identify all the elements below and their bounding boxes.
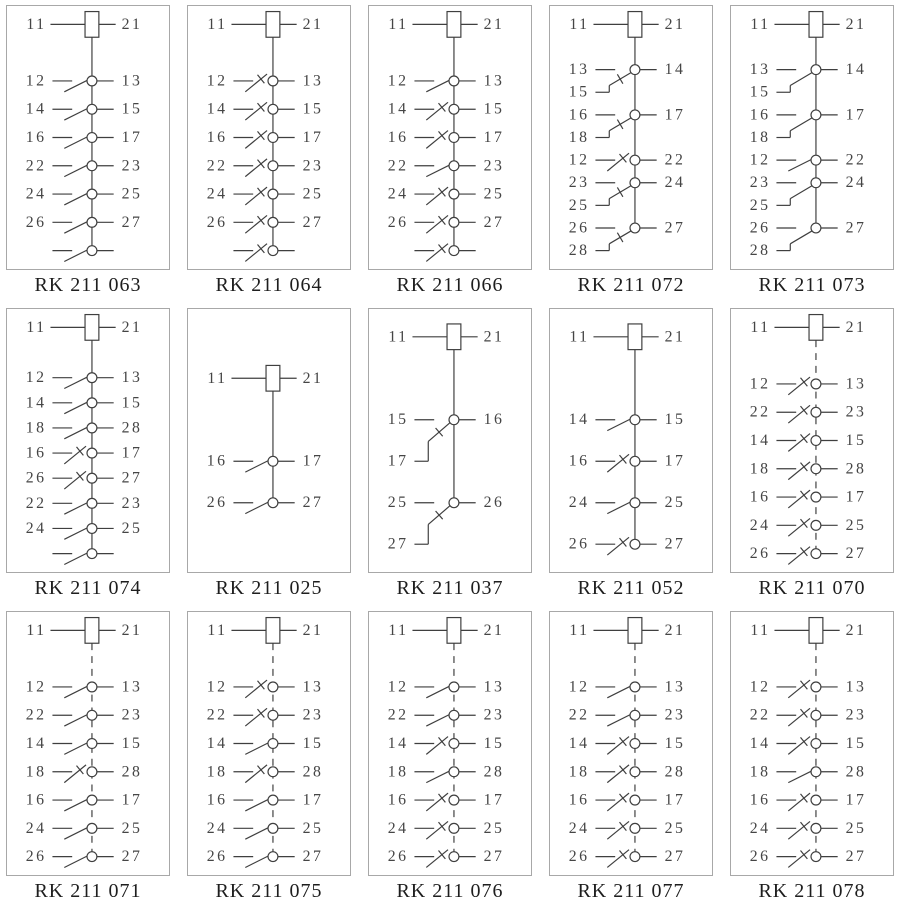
terminal-number: 12 xyxy=(387,678,409,696)
schematic-box xyxy=(6,5,170,270)
terminal-number: 14 xyxy=(206,735,228,752)
terminal-number: 22 xyxy=(25,706,47,724)
relay-schematic xyxy=(369,612,531,875)
terminal-number: 12 xyxy=(749,678,771,696)
terminal-number: 13 xyxy=(845,375,867,393)
terminal-number: 26 xyxy=(206,494,228,512)
terminal-number: 15 xyxy=(121,735,143,752)
coil-symbol xyxy=(447,12,461,38)
terminal-number: 15 xyxy=(302,100,324,118)
terminal-number: 11 xyxy=(750,318,771,336)
terminal-number: 13 xyxy=(121,72,143,90)
terminal-number: 24 xyxy=(568,819,590,837)
terminal-number: 22 xyxy=(387,157,409,175)
terminal-number: 16 xyxy=(483,411,505,429)
terminal-number: 23 xyxy=(302,706,324,724)
terminal-number: 28 xyxy=(749,242,771,260)
terminal-number: 13 xyxy=(302,72,324,90)
terminal-number: 11 xyxy=(569,328,590,346)
relay-diagram-cell xyxy=(730,5,894,297)
terminal-number: 18 xyxy=(749,129,771,147)
terminal-number: 18 xyxy=(568,129,590,147)
terminal-number: 24 xyxy=(749,819,771,837)
terminal-number: 18 xyxy=(749,763,771,781)
terminal-number: 26 xyxy=(387,848,409,866)
terminal-number: 21 xyxy=(302,15,324,33)
schematic-box xyxy=(6,611,170,876)
terminal-number: 11 xyxy=(569,15,590,33)
diagram-label: RK 211 070 xyxy=(758,577,866,599)
schematic-box xyxy=(730,611,894,876)
terminal-number: 27 xyxy=(845,545,867,563)
terminal-number: 27 xyxy=(664,535,686,553)
terminal-number: 15 xyxy=(749,83,771,101)
relay-diagram-cell xyxy=(6,308,170,600)
terminal-number: 13 xyxy=(483,678,505,696)
terminal-number: 17 xyxy=(483,129,505,147)
relay-schematic xyxy=(550,6,712,269)
relay-schematic xyxy=(188,309,350,572)
terminal-number: 13 xyxy=(749,61,771,79)
diagram-label: RK 211 077 xyxy=(577,880,685,902)
terminal-number: 21 xyxy=(664,621,686,639)
relay-diagram-cell xyxy=(187,5,351,297)
terminal-number: 17 xyxy=(387,452,409,470)
terminal-number: 27 xyxy=(387,535,409,553)
terminal-number: 21 xyxy=(664,15,686,33)
coil-symbol xyxy=(809,315,823,341)
schematic-box xyxy=(730,5,894,270)
terminal-number: 17 xyxy=(664,791,686,809)
schematic-box xyxy=(368,611,532,876)
relay-diagram-cell xyxy=(730,308,894,600)
terminal-number: 27 xyxy=(121,213,143,231)
terminal-number: 21 xyxy=(845,621,867,639)
relay-diagram-cell xyxy=(368,308,532,600)
terminal-number: 28 xyxy=(845,460,867,478)
coil-symbol xyxy=(628,12,642,38)
terminal-number: 16 xyxy=(387,791,409,809)
terminal-number: 25 xyxy=(121,519,143,537)
terminal-number: 14 xyxy=(387,100,409,118)
terminal-number: 21 xyxy=(845,318,867,336)
terminal-number: 16 xyxy=(25,444,47,462)
terminal-number: 26 xyxy=(749,848,771,866)
terminal-number: 25 xyxy=(845,819,867,837)
terminal-number: 14 xyxy=(387,735,409,752)
terminal-number: 21 xyxy=(483,328,505,346)
terminal-number: 23 xyxy=(121,157,143,175)
terminal-number: 16 xyxy=(206,452,228,470)
terminal-number: 24 xyxy=(664,174,686,192)
terminal-number: 17 xyxy=(121,129,143,147)
relay-schematic xyxy=(7,6,169,269)
terminal-number: 18 xyxy=(25,419,47,437)
terminal-number: 21 xyxy=(302,369,324,387)
relay-diagram-cell xyxy=(730,611,894,903)
diagram-label: RK 211 078 xyxy=(758,880,866,902)
terminal-number: 24 xyxy=(25,519,47,537)
terminal-number: 15 xyxy=(121,100,143,118)
terminal-number: 17 xyxy=(302,452,324,470)
terminal-number: 26 xyxy=(568,535,590,553)
terminal-number: 27 xyxy=(483,213,505,231)
terminal-number: 22 xyxy=(568,706,590,724)
terminal-number: 24 xyxy=(749,516,771,534)
terminal-number: 12 xyxy=(749,375,771,393)
terminal-number: 12 xyxy=(25,72,47,90)
terminal-number: 23 xyxy=(121,706,143,724)
terminal-number: 25 xyxy=(664,819,686,837)
diagram-label: RK 211 063 xyxy=(34,274,142,296)
terminal-number: 22 xyxy=(664,151,686,169)
terminal-number: 15 xyxy=(845,432,867,449)
terminal-number: 18 xyxy=(568,763,590,781)
terminal-number: 26 xyxy=(206,848,228,866)
terminal-number: 28 xyxy=(483,763,505,781)
coil-symbol xyxy=(85,12,99,38)
terminal-number: 13 xyxy=(845,678,867,696)
relay-diagram-cell xyxy=(368,611,532,903)
terminal-number: 12 xyxy=(749,151,771,169)
terminal-number: 23 xyxy=(483,706,505,724)
terminal-number: 18 xyxy=(387,763,409,781)
terminal-number: 25 xyxy=(387,494,409,512)
terminal-number: 25 xyxy=(302,185,324,203)
schematic-box xyxy=(549,308,713,573)
terminal-number: 27 xyxy=(664,848,686,866)
coil-symbol xyxy=(447,324,461,350)
terminal-number: 26 xyxy=(749,219,771,237)
terminal-number: 21 xyxy=(302,621,324,639)
terminal-number: 26 xyxy=(568,848,590,866)
terminal-number: 14 xyxy=(664,61,686,79)
terminal-number: 24 xyxy=(387,185,409,203)
terminal-number: 26 xyxy=(483,494,505,512)
terminal-number: 28 xyxy=(664,763,686,781)
terminal-number: 24 xyxy=(206,185,228,203)
terminal-number: 23 xyxy=(845,403,867,421)
schematic-box xyxy=(368,5,532,270)
terminal-number: 23 xyxy=(749,174,771,192)
diagram-label: RK 211 066 xyxy=(396,274,504,296)
terminal-number: 16 xyxy=(749,791,771,809)
terminal-number: 14 xyxy=(568,735,590,752)
schematic-box xyxy=(368,308,532,573)
terminal-number: 24 xyxy=(845,174,867,192)
diagram-label: RK 211 064 xyxy=(215,274,323,296)
terminal-number: 17 xyxy=(845,488,867,506)
coil-symbol xyxy=(266,365,280,391)
terminal-number: 12 xyxy=(568,151,590,169)
terminal-number: 25 xyxy=(302,819,324,837)
terminal-number: 26 xyxy=(568,219,590,237)
terminal-number: 27 xyxy=(845,848,867,866)
diagram-label: RK 211 075 xyxy=(215,880,323,902)
terminal-number: 28 xyxy=(121,763,143,781)
relay-schematic xyxy=(369,309,531,572)
terminal-number: 27 xyxy=(121,469,143,487)
terminal-number: 22 xyxy=(206,706,228,724)
terminal-number: 15 xyxy=(483,735,505,752)
terminal-number: 16 xyxy=(749,106,771,124)
coil-symbol xyxy=(85,315,99,341)
terminal-number: 27 xyxy=(302,213,324,231)
relay-diagram-cell xyxy=(368,5,532,297)
schematic-box xyxy=(6,308,170,573)
diagram-label: RK 211 071 xyxy=(34,880,142,902)
terminal-number: 24 xyxy=(568,494,590,512)
terminal-number: 15 xyxy=(387,411,409,429)
terminal-number: 16 xyxy=(568,106,590,124)
terminal-number: 25 xyxy=(845,516,867,534)
terminal-number: 14 xyxy=(25,735,47,752)
terminal-number: 27 xyxy=(121,848,143,866)
schematic-box xyxy=(730,308,894,573)
relay-diagram-cell xyxy=(187,308,351,600)
terminal-number: 14 xyxy=(845,61,867,79)
coil-symbol xyxy=(628,324,642,350)
terminal-number: 28 xyxy=(845,763,867,781)
terminal-number: 15 xyxy=(302,735,324,752)
terminal-number: 21 xyxy=(121,15,143,33)
terminal-number: 17 xyxy=(664,452,686,470)
terminal-number: 14 xyxy=(25,394,47,412)
coil-symbol xyxy=(266,12,280,38)
terminal-number: 17 xyxy=(302,791,324,809)
terminal-number: 21 xyxy=(664,328,686,346)
terminal-number: 23 xyxy=(302,157,324,175)
terminal-number: 21 xyxy=(845,15,867,33)
terminal-number: 16 xyxy=(387,129,409,147)
terminal-number: 27 xyxy=(302,848,324,866)
schematic-box xyxy=(549,611,713,876)
relay-schematic xyxy=(731,612,893,875)
diagram-label: RK 211 037 xyxy=(396,577,504,599)
terminal-number: 13 xyxy=(302,678,324,696)
relay-diagram-cell xyxy=(549,308,713,600)
terminal-number: 12 xyxy=(568,678,590,696)
relay-schematic xyxy=(731,6,893,269)
terminal-number: 12 xyxy=(206,72,228,90)
terminal-number: 15 xyxy=(483,100,505,118)
terminal-number: 28 xyxy=(121,419,143,437)
terminal-number: 15 xyxy=(664,411,686,429)
terminal-number: 21 xyxy=(483,621,505,639)
relay-schematic xyxy=(369,6,531,269)
terminal-number: 18 xyxy=(749,460,771,478)
terminal-number: 23 xyxy=(121,494,143,512)
terminal-number: 17 xyxy=(302,129,324,147)
terminal-number: 18 xyxy=(206,763,228,781)
terminal-number: 17 xyxy=(845,791,867,809)
terminal-number: 15 xyxy=(664,735,686,752)
terminal-number: 14 xyxy=(749,735,771,752)
terminal-number: 25 xyxy=(483,185,505,203)
terminal-number: 23 xyxy=(664,706,686,724)
terminal-number: 23 xyxy=(568,174,590,192)
terminal-number: 26 xyxy=(749,545,771,563)
relay-diagram-cell xyxy=(6,611,170,903)
schematic-box xyxy=(549,5,713,270)
terminal-number: 28 xyxy=(302,763,324,781)
terminal-number: 11 xyxy=(388,328,409,346)
terminal-number: 15 xyxy=(845,735,867,752)
diagram-label: RK 211 073 xyxy=(758,274,866,296)
terminal-number: 16 xyxy=(25,129,47,147)
terminal-number: 16 xyxy=(568,791,590,809)
coil-symbol xyxy=(447,618,461,644)
terminal-number: 25 xyxy=(483,819,505,837)
terminal-number: 27 xyxy=(483,848,505,866)
schematic-box xyxy=(187,308,351,573)
terminal-number: 27 xyxy=(302,494,324,512)
terminal-number: 25 xyxy=(121,819,143,837)
terminal-number: 23 xyxy=(483,157,505,175)
relay-schematic xyxy=(731,309,893,572)
terminal-number: 16 xyxy=(206,791,228,809)
relay-schematic xyxy=(550,309,712,572)
terminal-number: 13 xyxy=(483,72,505,90)
terminal-number: 13 xyxy=(121,678,143,696)
relay-schematic xyxy=(188,6,350,269)
diagram-label: RK 211 025 xyxy=(215,577,323,599)
terminal-number: 14 xyxy=(749,432,771,449)
terminal-number: 14 xyxy=(25,100,47,118)
terminal-number: 21 xyxy=(121,318,143,336)
relay-diagram-cell xyxy=(6,5,170,297)
terminal-number: 17 xyxy=(845,106,867,124)
relay-schematic xyxy=(7,612,169,875)
terminal-number: 27 xyxy=(664,219,686,237)
coil-symbol xyxy=(809,12,823,38)
terminal-number: 24 xyxy=(25,819,47,837)
terminal-number: 24 xyxy=(387,819,409,837)
terminal-number: 11 xyxy=(388,15,409,33)
terminal-number: 12 xyxy=(387,72,409,90)
terminal-number: 11 xyxy=(750,15,771,33)
terminal-number: 15 xyxy=(568,83,590,101)
terminal-number: 22 xyxy=(845,151,867,169)
terminal-number: 11 xyxy=(26,15,47,33)
terminal-number: 24 xyxy=(25,185,47,203)
terminal-number: 11 xyxy=(750,621,771,639)
terminal-number: 11 xyxy=(207,621,228,639)
terminal-number: 16 xyxy=(568,452,590,470)
terminal-number: 27 xyxy=(845,219,867,237)
terminal-number: 26 xyxy=(25,213,47,231)
relay-diagram-cell xyxy=(549,611,713,903)
terminal-number: 21 xyxy=(121,621,143,639)
diagram-label: RK 211 074 xyxy=(34,577,142,599)
terminal-number: 23 xyxy=(845,706,867,724)
coil-symbol xyxy=(628,618,642,644)
terminal-number: 17 xyxy=(121,444,143,462)
terminal-number: 22 xyxy=(25,494,47,512)
relay-diagram-cell xyxy=(549,5,713,297)
terminal-number: 26 xyxy=(25,469,47,487)
terminal-number: 11 xyxy=(388,621,409,639)
terminal-number: 14 xyxy=(206,100,228,118)
coil-symbol xyxy=(809,618,823,644)
relay-diagram-cell xyxy=(187,611,351,903)
terminal-number: 16 xyxy=(25,791,47,809)
terminal-number: 13 xyxy=(664,678,686,696)
terminal-number: 12 xyxy=(206,678,228,696)
terminal-number: 12 xyxy=(25,369,47,387)
terminal-number: 16 xyxy=(206,129,228,147)
terminal-number: 11 xyxy=(207,369,228,387)
terminal-number: 26 xyxy=(387,213,409,231)
diagram-label: RK 211 072 xyxy=(577,274,685,296)
terminal-number: 11 xyxy=(569,621,590,639)
terminal-number: 25 xyxy=(568,196,590,214)
terminal-number: 11 xyxy=(207,15,228,33)
terminal-number: 26 xyxy=(25,848,47,866)
terminal-number: 25 xyxy=(664,494,686,512)
schematic-box xyxy=(187,611,351,876)
schematic-box xyxy=(187,5,351,270)
relay-schematic xyxy=(7,309,169,572)
terminal-number: 21 xyxy=(483,15,505,33)
terminal-number: 16 xyxy=(749,488,771,506)
relay-schematic xyxy=(550,612,712,875)
terminal-number: 22 xyxy=(749,403,771,421)
terminal-number: 17 xyxy=(121,791,143,809)
coil-symbol xyxy=(266,618,280,644)
terminal-number: 26 xyxy=(206,213,228,231)
diagram-label: RK 211 052 xyxy=(577,577,685,599)
terminal-number: 22 xyxy=(387,706,409,724)
terminal-number: 11 xyxy=(26,318,47,336)
terminal-number: 15 xyxy=(121,394,143,412)
terminal-number: 12 xyxy=(25,678,47,696)
terminal-number: 13 xyxy=(121,369,143,387)
terminal-number: 13 xyxy=(568,61,590,79)
terminal-number: 24 xyxy=(206,819,228,837)
terminal-number: 18 xyxy=(25,763,47,781)
terminal-number: 11 xyxy=(26,621,47,639)
terminal-number: 17 xyxy=(483,791,505,809)
terminal-number: 22 xyxy=(206,157,228,175)
terminal-number: 25 xyxy=(121,185,143,203)
relay-schematic xyxy=(188,612,350,875)
terminal-number: 22 xyxy=(25,157,47,175)
terminal-number: 14 xyxy=(568,411,590,429)
coil-symbol xyxy=(85,618,99,644)
terminal-number: 28 xyxy=(568,242,590,260)
terminal-number: 25 xyxy=(749,196,771,214)
terminal-number: 22 xyxy=(749,706,771,724)
diagram-label: RK 211 076 xyxy=(396,880,504,902)
terminal-number: 17 xyxy=(664,106,686,124)
